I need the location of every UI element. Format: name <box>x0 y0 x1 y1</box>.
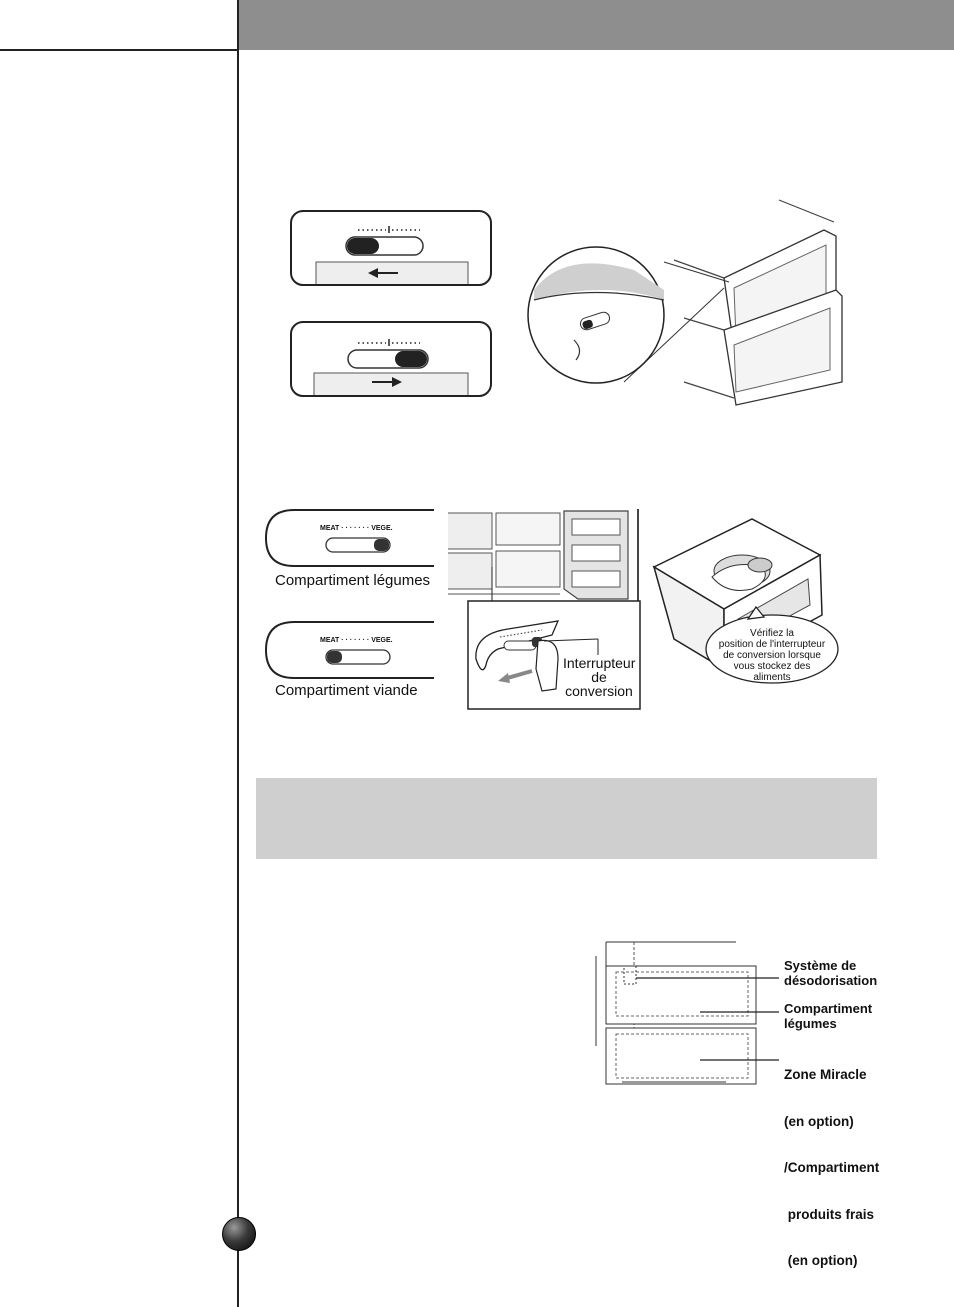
label-line: /Compartiment <box>784 1160 880 1175</box>
section-header-bar <box>238 0 954 50</box>
caption-line: aliments <box>753 672 791 683</box>
caption-check-bubble <box>705 628 839 683</box>
note-box <box>256 778 877 859</box>
header-rule <box>0 49 238 51</box>
svg-text:MEAT · · · · · · · VEGE.: MEAT · · · · · · · VEGE. <box>320 525 393 532</box>
caption-meat-compartment: Compartiment viande <box>275 682 418 699</box>
label-line: Zone Miracle <box>784 1067 867 1082</box>
caption-line: Interrupteur <box>563 655 636 671</box>
compartment-diagram <box>594 936 794 1086</box>
caption-line: vous stockez des <box>733 661 811 672</box>
caption-line: de <box>591 669 607 685</box>
label-line: désodorisation <box>784 973 878 988</box>
caption-vegetable-compartment: Compartiment légumes <box>275 572 431 589</box>
label-line: légumes <box>784 1016 837 1031</box>
margin-rule <box>237 0 239 1307</box>
drawer-magnifier-illustration <box>524 200 864 410</box>
page-marker-dot <box>222 1217 256 1251</box>
slider-right-figure <box>290 321 494 399</box>
vege-setting-panel <box>264 508 436 570</box>
label-line: Compartiment <box>784 1001 873 1016</box>
label-line: Système de <box>784 958 857 973</box>
caption-line: Vérifiez la <box>750 628 794 639</box>
caption-line: conversion <box>565 683 633 699</box>
caption-line: position de l'interrupteur <box>718 639 826 650</box>
label-vegetable-compartment <box>784 1001 872 1031</box>
caption-line: de conversion lorsque <box>723 650 821 661</box>
label-line: (en option) <box>784 1253 858 1268</box>
label-deodorization <box>784 958 877 988</box>
label-line: produits frais <box>784 1206 875 1222</box>
meat-setting-panel <box>264 620 436 682</box>
svg-text:MEAT · · · · · · · VEGE.: MEAT · · · · · · · VEGE. <box>320 637 393 644</box>
slider-left-figure <box>290 210 494 288</box>
label-miracle-zone <box>784 1036 879 1284</box>
label-line: (en option) <box>784 1113 854 1129</box>
caption-conversion-switch <box>563 656 635 698</box>
